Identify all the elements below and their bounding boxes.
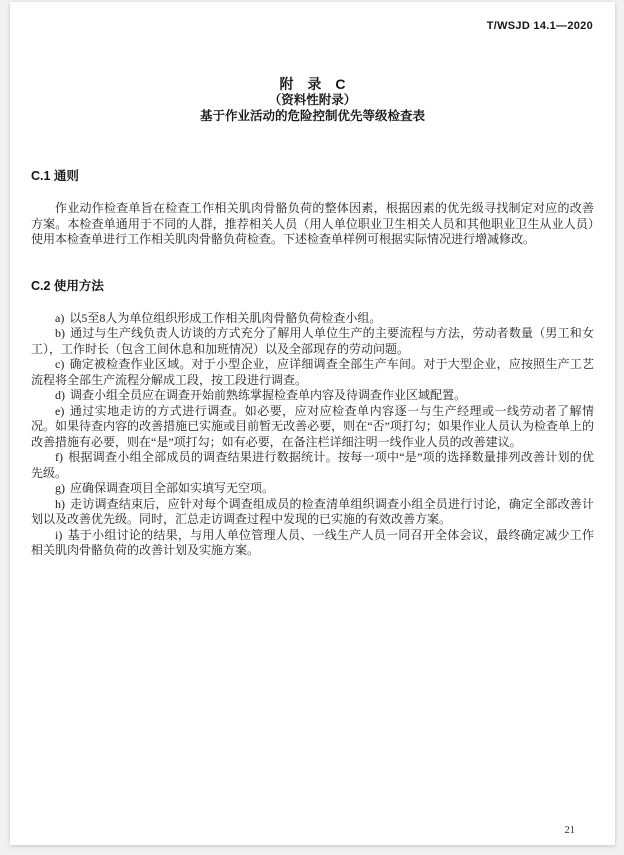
list-item-d <box>31 388 594 404</box>
list-item-label: e) <box>55 403 65 418</box>
page-content <box>10 2 615 845</box>
list-item-i <box>31 528 594 559</box>
list-item-f <box>31 450 594 481</box>
list-item-label: g) <box>55 481 65 495</box>
list-item-label: d) <box>55 388 65 402</box>
list-item-g <box>31 481 594 497</box>
list-item-text: 以5至8人为单位组织形成工作相关肌肉骨骼负荷检查小组。 <box>69 310 382 325</box>
list-item-label: f) <box>55 450 63 464</box>
list-item-c <box>31 357 594 388</box>
list-item-text: 确定被检查作业区域。对于小型企业，应详细调查全部生产车间。对于大型企业，应按照生产工艺流程将全部生产流程分解成工段，按工段进行调查。 <box>31 357 594 387</box>
list-item-text: 基于小组讨论的结果，与用人单位管理人员、一线生产人员一同召开全体会议，最终确定减少工作相关肌肉骨骼负荷的改善计划及实施方案。 <box>31 527 594 557</box>
page-number: 21 <box>564 825 575 836</box>
section-c1-heading: C.1 通则 <box>31 169 79 183</box>
c2-item-list <box>31 311 594 559</box>
list-item-text: 走访调查结束后，应针对每个调查组成员的检查清单组织调查小组全员进行讨论，确定全部改善计划以及改善优先级。同时，汇总走访调查过程中发现的已实施的有效改善方案。 <box>31 496 594 526</box>
list-item-label: c) <box>55 357 65 371</box>
list-item-e <box>31 404 594 451</box>
list-item-label: b) <box>55 326 65 340</box>
section-c2-heading: C.2 使用方法 <box>31 278 104 293</box>
list-item-label: a) <box>55 310 65 325</box>
list-item-text: 根据调查小组全部成员的调查结果进行数据统计。按每一项中“是”项的选择数量排列改善计划的优先级。 <box>31 450 594 480</box>
list-item-h <box>31 497 594 528</box>
list-item-b <box>31 326 594 357</box>
appendix-type: （资料性附录） <box>268 93 357 107</box>
appendix-title: 基于作业活动的危险控制优先等级检查表 <box>199 109 425 123</box>
list-item-text: 通过与生产线负责人访谈的方式充分了解用人单位生产的主要流程与方法，劳动者数量（男工和女工），工作时长（包含工间休息和加班情况）以及全部现存的劳动问题。 <box>31 326 594 356</box>
doc-number: T/WSJD 14.1—2020 <box>486 20 593 32</box>
appendix-title-block <box>31 76 594 124</box>
c1-paragraph: 作业动作检查单旨在检查工作相关肌肉骨骼负荷的整体因素，根据因素的优先级寻找制定对应的改善方案。本检查单通用于不同的人群，推荐相关人员（用人单位职业卫生相关人员和其他职业卫生从业人员）使用本检查单进行工作相关肌肉骨骼负荷检查。下述检查单样例可根据实际情况进行增减修改。 <box>31 201 594 246</box>
list-item-text: 应确保调查项目全部如实填写无空项。 <box>70 481 275 495</box>
list-item-text: 调查小组全员应在调查开始前熟练掌握检查单内容及待调查作业区域配置。 <box>70 388 467 402</box>
list-item-text: 通过实地走访的方式进行调查。如必要，应对应检查单内容逐一与生产经理或一线劳动者了解情况。如果待查内容的改善措施已实施或目前暂无改善必要，则在“否”项打勾；如果作业人员认为检查单上的改善措施有必要，则在“是”项打勾；如有必要，在备注栏详细注明一线作业人员的改善建议。 <box>31 403 594 449</box>
document-page <box>10 2 615 845</box>
list-item-a <box>31 311 594 327</box>
list-item-label: i) <box>55 527 63 542</box>
appendix-label: 附 录 C <box>279 76 346 92</box>
list-item-label: h) <box>55 496 65 511</box>
